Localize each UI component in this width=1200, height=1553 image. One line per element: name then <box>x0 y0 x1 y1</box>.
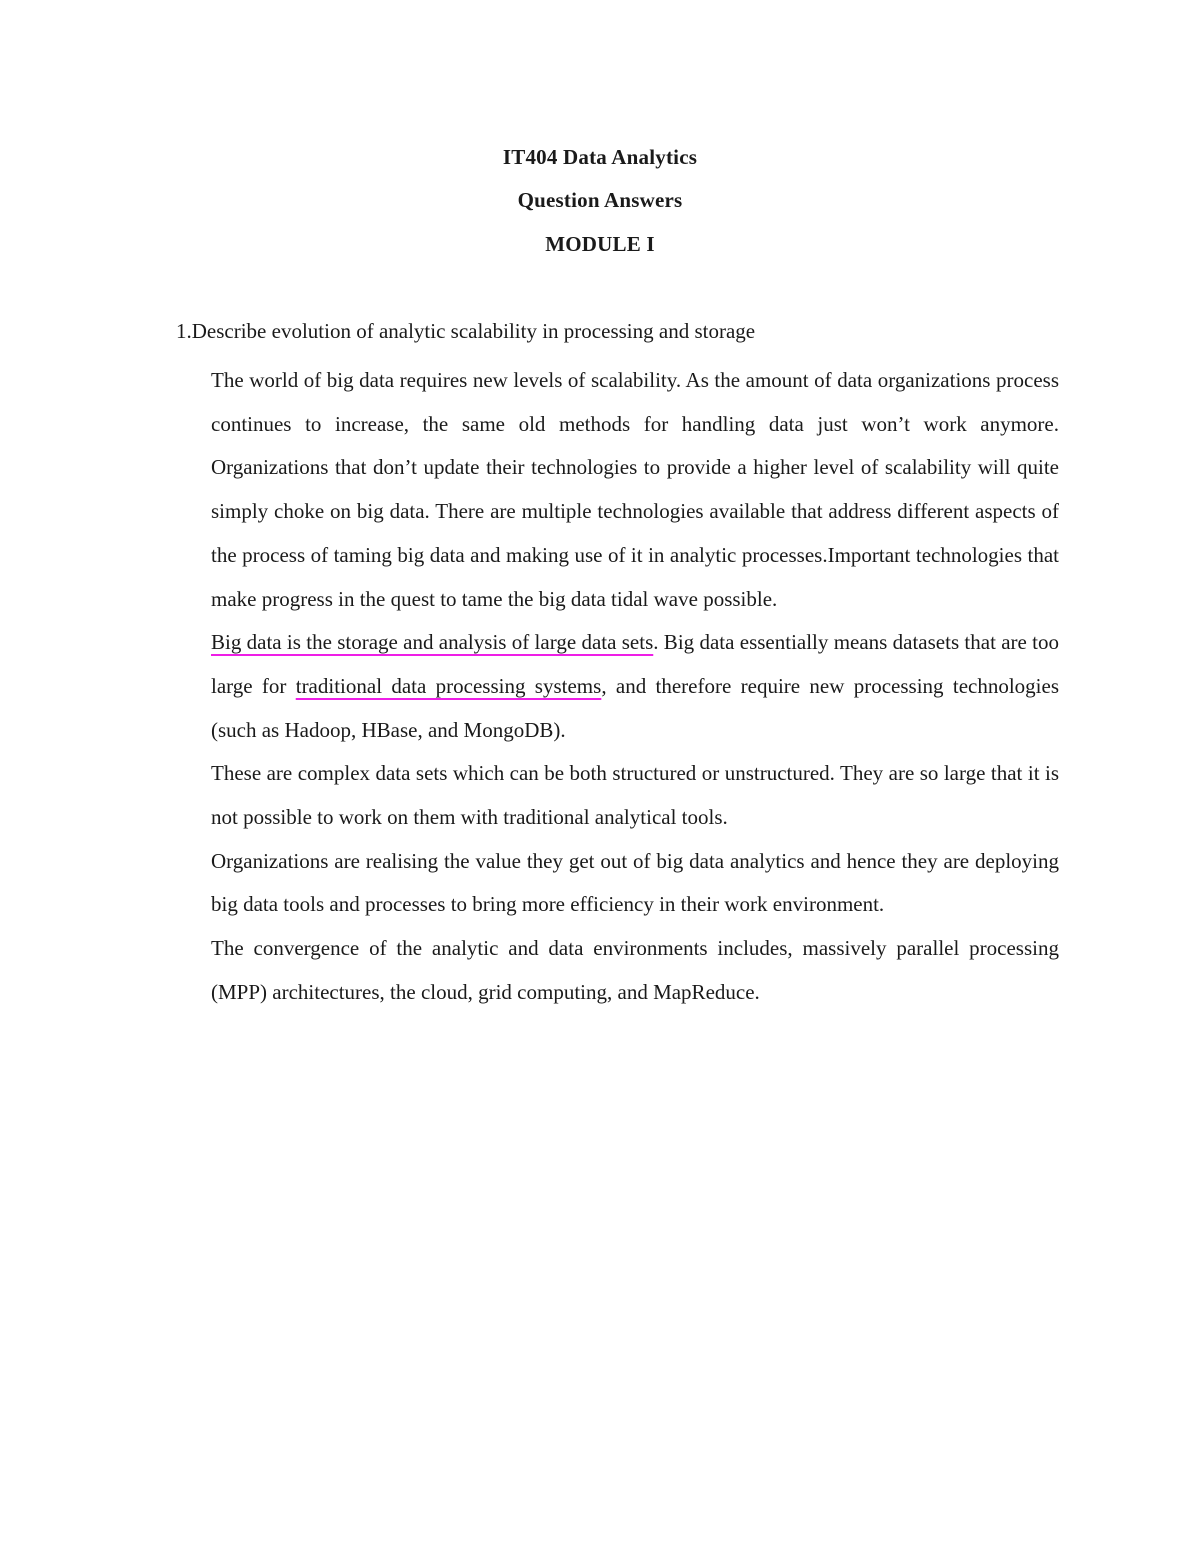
highlighted-phrase: Big data is the storage and analysis of large data sets <box>211 630 654 655</box>
paragraph-text: , and therefore require new processing technologies (such as Hadoop, HBase, and MongoDB). <box>211 673 1060 742</box>
answer-paragraph-3: These are complex data sets which can be both structured or unstructured. They are so large that it is not possible to work on them with traditional analytical tools. <box>211 761 1059 830</box>
answer-paragraph-5: The convergence of the analytic and data environments includes, massively parallel processing (MPP) architectures, the cloud, grid computing, and MapReduce. <box>211 936 1059 1004</box>
answer-paragraph-2 <box>211 621 1059 752</box>
module-heading: MODULE I <box>545 232 655 256</box>
document-title: IT404 Data Analytics <box>502 145 698 169</box>
answer-body <box>211 359 1059 1015</box>
highlighted-phrase: traditional data processing systems <box>295 673 602 698</box>
answer-paragraph-1: The world of big data requires new levels of scalability. As the amount of data organizations process continues to increase, the same old methods for handling data just won’t work anymore. Organizations that don’t update their technologies to provide a higher level of scalability will quite simply choke on big data. There are multiple technologies available that address different aspects of the process of taming big data and making use of it in analytic processes.Important technologies that make progress in the quest to tame the big data tidal wave possible. <box>211 368 1059 611</box>
document-subtitle: Question Answers <box>517 188 683 212</box>
question-1: 1.Describe evolution of analytic scalability in processing and storage <box>176 319 756 343</box>
answer-paragraph-4: Organizations are realising the value they get out of big data analytics and hence they are deploying big data tools and processes to bring more efficiency in their work environment. <box>211 848 1059 917</box>
paragraph-text: . Big data essentially means datasets that are too large for <box>211 630 1060 698</box>
